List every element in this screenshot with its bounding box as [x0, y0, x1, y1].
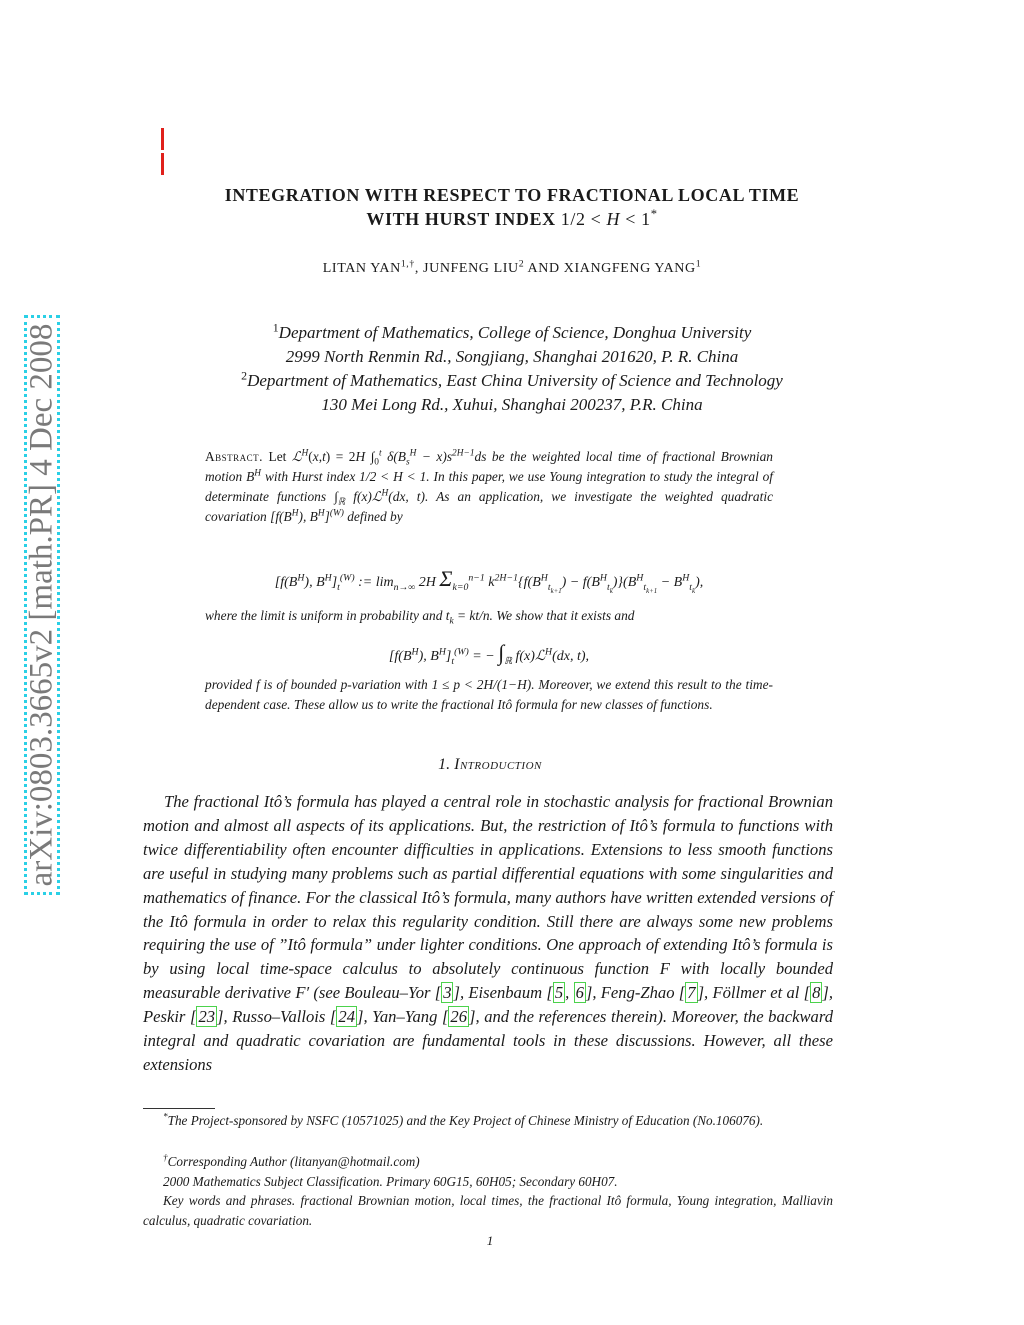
affiliation-1: $^1$Department of Mathematics, College of Science, Donghua University [272, 320, 752, 342]
abstract-paragraph-1: Abstract. Let ℒ$^H$(x,t) = 2H $\int_0^t$ $\delta(B_s^H - x)s^{2H-1}ds$ be the weighted local time of fractional Brownian motion $B^H$ with Hurst index 1/2 < H < 1. In this paper, we use Young integration to study the integral of determinate functions $\int_ℝ$ f(x)ℒ$^H$(dx, t). As an application, we investigate the weighted quadratic covariation [$f(B^H)$, $B^H]^{(W)}$ defined by [205, 448, 774, 524]
introduction-body [143, 790, 833, 1077]
section-title: Introduction [454, 756, 542, 773]
footnote-corresponding-author: †Corresponding Author (litanyan@hotmail.com) [163, 1152, 420, 1169]
citation-6[interactable]: 6 [575, 983, 584, 1003]
citation-26[interactable]: 26 [450, 1007, 467, 1027]
footnote-project: *The Project-sponsored by NSFC (10571025) and the Key Project of Chinese Ministry of Education (No.106076). [163, 1111, 764, 1128]
affiliation-2-address: 130 Mei Long Rd., Xuhui, Shanghai 200237, P.R. China [321, 395, 703, 414]
link-marker-bottom[interactable] [161, 153, 164, 175]
section-number: 1. [438, 756, 451, 773]
section-heading-introduction [100, 756, 880, 774]
paper-title-line2: WITH HURST INDEX 1/2 < H < 1* [366, 207, 658, 229]
citation-5[interactable]: 5 [554, 983, 564, 1003]
footnote-keywords: Key words and phrases. fractional Brownian motion, local times, the fractional Itô formula, Young integration, Malliavin calculus, quadratic covariation. [143, 1193, 834, 1228]
affiliation-1-address: 2999 North Renmin Rd., Songjiang, Shanghai 201620, P. R. China [285, 347, 739, 366]
affiliation-2: $^2$Department of Mathematics, East China University of Science and Technology [241, 368, 783, 390]
link-marker-top[interactable] [161, 128, 164, 150]
footnote-msc: 2000 Mathematics Subject Classification. Primary 60G15, 60H05; Secondary 60H07. [163, 1174, 618, 1189]
equation-weighted-quadratic-covariation: [$f(B^H)$, $B^H]_t^{(W)}$ := $\lim_{n\to\infty} 2H$ $\Sigma_{k=0}^{n-1}$ $k^{2H-1}\{f(B^H_{t_{k+1}}) - f(B^H_{t_k})\}(B^H_{t_{k+1}} - B^H_{t_k})$, [274, 566, 704, 595]
footnote-rule [143, 1108, 215, 1109]
citation-7[interactable]: 7 [687, 983, 696, 1003]
citation-23[interactable]: 23 [198, 1007, 216, 1027]
equation-main-result: [$f(B^H)$, $B^H]_t^{(W)}$ = − $\int_ℝ$ f(x)ℒ$^H$(dx, t), [388, 640, 590, 667]
introduction-paragraph: The fractional Itô’s formula has played a central role in stochastic analysis for fractional Brownian motion and almost all aspects of its applications. But, the restriction of Itô’s formula to functions with twice differentiability often encounter difficulties in applications. Extensions to less smooth functions are useful in studying many problems such as partial differential equations with some singularities and mathematics of finance. For the classical Itô’s formula, many authors have written extended versions of the Itô formula in order to relax this regularity condition. Still there are always some new problems requiring the use of ”Itô formula” under lighter conditions. One approach of extending Itô’s formula is by using local time-space calculus to absolutely continuous function F with locally bounded measurable derivative F′ (see Bouleau–Yor [ 3 ], Eisenbaum [ 5 , 6 ], Feng-Zhao [ 7 ], Föllmer et al [ 8 ], Peskir [ 23 ], Russo–Vallois [ 24 ], Yan–Yang [ 26 ], and the references therein). Moreover, the backward integral and quadratic covariation are fundamental tools in these discussions. However, all these extensions [143, 792, 834, 1074]
citation-3[interactable]: 3 [443, 983, 452, 1003]
author-list: LITAN $YAN^{1,\dagger}$, JUNFENG LIU$^2$ AND XIANGFENG YANG$^1$ [322, 258, 702, 276]
abstract-label: Abstract. [205, 449, 264, 464]
abstract-paragraph-2: where the limit is uniform in probability and $t_k = kt/n$. We show that it exists and [205, 608, 635, 627]
citation-24[interactable]: 24 [338, 1007, 355, 1027]
page-number: 1 [486, 1233, 494, 1248]
abstract-paragraph-3: provided f is of bounded p-variation with 1 ≤ p < 2H/(1−H). Moreover, we extend this result to the time-dependent case. These allow us to write the fractional Itô formula for new classes of functions. [205, 677, 773, 712]
arxiv-id: arXiv:0803.3665v2 [math.PR] 4 Dec 2008 [23, 323, 60, 887]
paper-title-line1: INTEGRATION WITH RESPECT TO FRACTIONAL LOCAL TIME [224, 185, 800, 205]
citation-8[interactable]: 8 [812, 983, 821, 1003]
